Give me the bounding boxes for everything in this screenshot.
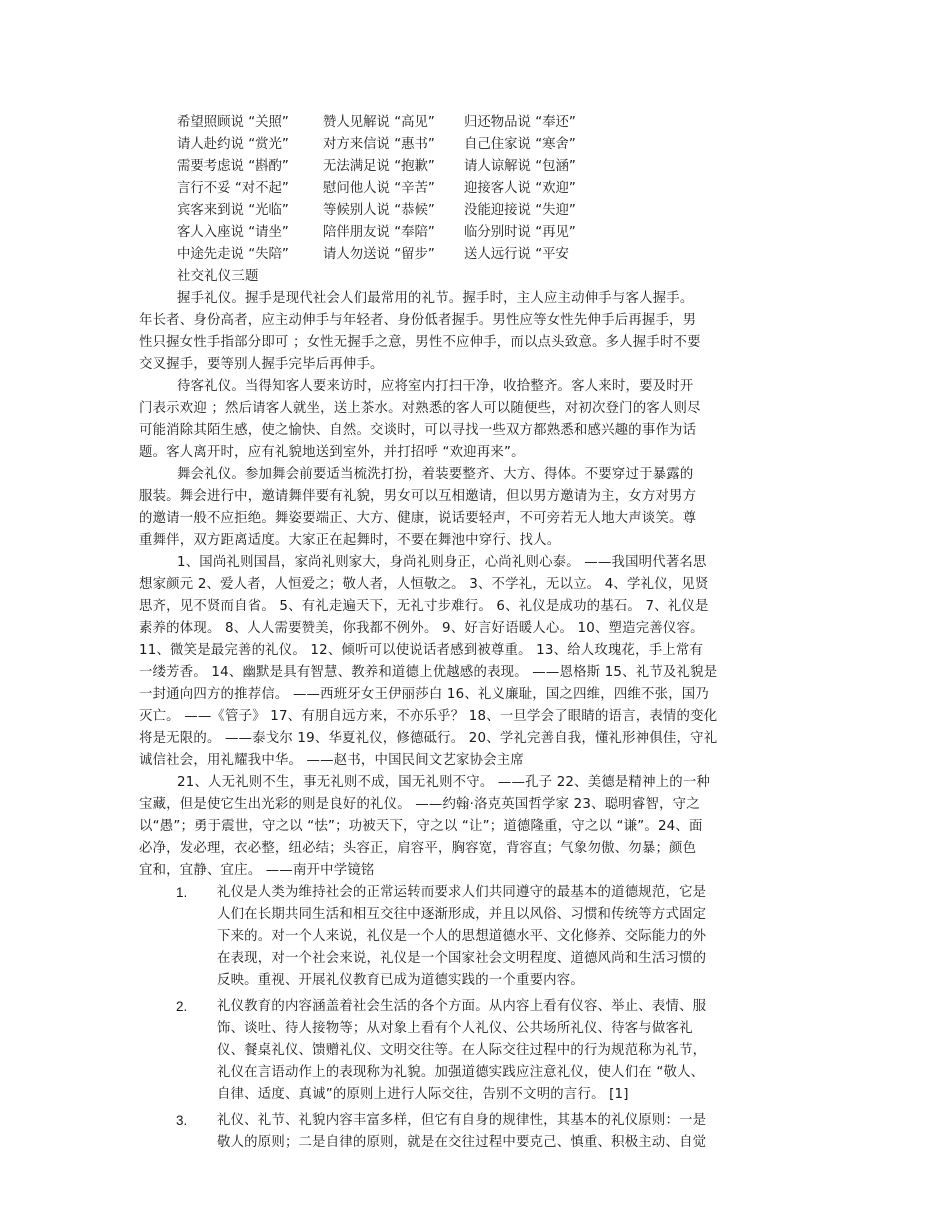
list-item-line: 礼仪、礼节、礼貌内容丰富多样，但它有自身的规律性，其基本的礼仪原则：一是 <box>217 1113 707 1128</box>
quote-line: 以“愚”；勇于震世，守之以 “怯”；功被天下，守之以 “让”；道德隆重，守之以 “谦”。24、面 <box>139 819 703 834</box>
paragraph-line: 门表示欢迎 ；然后请客人就坐，送上茶水。对熟悉的客人可以随便些，对初次登门的客人则尽 <box>139 401 701 416</box>
quote-line: 一缕芳香。 14、幽默是具有智慧、教养和道德上优越感的表现。 ——恩格斯 15、礼节及礼貌是 <box>139 665 718 680</box>
phrase-cell: 没能迎接说 “失迎” <box>464 203 576 218</box>
phrase-cell: 请人谅解说 “包涵” <box>464 159 576 174</box>
paragraph-line: 舞会礼仪。参加舞会前要适当梳洗打扮，着装要整齐、大方、得体。不要穿过于暴露的 <box>177 467 694 482</box>
quote-line: 21、人无礼则不生，事无礼则不成，国无礼则不守。 ——孔子 22、美德是精神上的一种 <box>177 775 711 790</box>
list-item-line: 仪、餐桌礼仪、馈赠礼仪、文明交往等。在人际交往过程中的行为规范称为礼节， <box>217 1043 707 1058</box>
quote-line: 将是无限的。 ——泰戈尔 19、华夏礼仪，修德砥行。 20、学礼完善自我，懂礼形神俱佳，守礼 <box>139 731 718 746</box>
quote-line: 思齐，见不贤而自省。 5、有礼走遍天下，无礼寸步难行。 6、礼仪是成功的基石。 7、礼仪是 <box>139 599 709 614</box>
paragraph-line: 性只握女性手指部分即可 ；女性无握手之意，男性不应伸手，而以点头致意。多人握手时不要 <box>139 335 701 350</box>
phrase-cell: 请人勿送说 “留步” <box>323 247 435 262</box>
phrase-cell: 归还物品说 “奉还” <box>464 115 576 130</box>
paragraph-line: 年长者、身份高者，应主动伸手与年轻者、身份低者握手。男性应等女性先伸手后再握手，男 <box>139 313 697 328</box>
phrase-cell: 中途先走说 “失陪” <box>177 247 289 262</box>
quote-line: 一封通向四方的推荐信。 ——西班牙女王伊丽莎白 16、礼义廉耻，国之四维，四维不张，国乃 <box>139 687 709 702</box>
phrase-cell: 迎接客人说 “欢迎” <box>464 181 576 196</box>
list-item-line: 礼仪教育的内容涵盖着社会生活的各个方面。从内容上看有仪容、举止、表情、服 <box>217 999 707 1014</box>
paragraph-line: 服装。舞会进行中，邀请舞伴要有礼貌，男女可以互相邀请，但以男方邀请为主，女方对男方 <box>139 489 697 504</box>
list-item-line: 礼仪是人类为维持社会的正常运转而要求人们共同遵守的最基本的道德规范，它是 <box>217 885 707 900</box>
quote-line: 灭亡。 ——《管子》 17、有朋自远方来，不亦乐乎？ 18、一旦学会了眼睛的语言，表情的变化 <box>139 709 718 724</box>
phrase-cell: 客人入座说 “请坐” <box>177 225 289 240</box>
list-item-line: 下来的。对一个人来说，礼仪是一个人的思想道德水平、文化修养、交际能力的外 <box>217 929 707 944</box>
list-number: 3. <box>176 1113 188 1128</box>
list-item-line: 在表现，对一个社会来说，礼仪是一个国家社会文明程度、道德风尚和生活习惯的 <box>217 951 707 966</box>
quote-line: 必净，发必理，衣必整，纽必结；头容正，肩容平，胸容宽，背容直；气象勿傲、勿暴；颜色 <box>139 841 697 856</box>
quote-line: 宜和，宜静、宜庄。 ——南开中学镜铭 <box>139 863 375 878</box>
list-item-line: 敬人的原则；二是自律的原则，就是在交往过程中要克己、慎重、积极主动、自觉 <box>217 1135 707 1150</box>
paragraph-line: 可能消除其陌生感，使之愉快、自然。交谈时，可以寻找一些双方都熟悉和感兴趣的事作为话 <box>139 423 697 438</box>
paragraph-line: 待客礼仪。当得知客人要来访时，应将室内打扫干净，收拾整齐。客人来时，要及时开 <box>177 379 694 394</box>
paragraph-line: 题。客人离开时，应有礼貌地送到室外，并打招呼 “欢迎再来”。 <box>139 445 525 460</box>
list-item-line: 反映。重视、开展礼仪教育已成为道德实践的一个重要内容。 <box>217 973 584 988</box>
quote-line: 1、国尚礼则国昌，家尚礼则家大，身尚礼则身正，心尚礼则心泰。 ——我国明代著名思 <box>177 555 707 570</box>
phrase-cell: 送人远行说 “平安 <box>464 247 569 262</box>
list-number: 2. <box>176 999 188 1014</box>
list-item-line: 自律、适度、真诚”的原则上进行人际交往，告别不文明的言行。 [1] <box>217 1087 629 1102</box>
phrase-cell: 宾客来到说 “光临” <box>177 203 289 218</box>
list-item-line: 人们在长期共同生活和相互交往中逐渐形成，并且以风俗、习惯和传统等方式固定 <box>217 907 707 922</box>
phrase-cell: 自己住家说 “寒舍” <box>464 137 576 152</box>
quote-line: 11、微笑是最完善的礼仪。 12、倾听可以使说话者感到被尊重。 13、给人玫瑰花，手上常有 <box>139 643 704 658</box>
phrase-cell: 赞人见解说 “高见” <box>323 115 435 130</box>
phrase-cell: 慰问他人说 “辛苦” <box>323 181 435 196</box>
phrase-cell: 对方来信说 “惠书” <box>323 137 435 152</box>
list-number: 1. <box>176 885 188 900</box>
paragraph-line: 握手礼仪。握手是现代社会人们最常用的礼节。握手时，主人应主动伸手与客人握手。 <box>177 291 694 306</box>
phrase-cell: 等候别人说 “恭候” <box>323 203 435 218</box>
list-item-line: 饰、谈吐、待人接物等；从对象上看有个人礼仪、公共场所礼仪、待客与做客礼 <box>217 1021 693 1036</box>
quote-line: 素养的体现。 8、人人需要赞美，你我都不例外。 9、好言好语暖人心。 10、塑造完善仪容。 <box>139 621 704 636</box>
paragraph-line: 交叉握手，要等别人握手完毕后再伸手。 <box>139 357 384 372</box>
phrase-cell: 希望照顾说 “关照” <box>177 115 289 130</box>
phrase-cell: 陪伴朋友说 “奉陪” <box>323 225 435 240</box>
phrase-cell: 临分别时说 “再见” <box>464 225 576 240</box>
phrase-cell: 请人赴约说 “赏光” <box>177 137 289 152</box>
list-item-line: 礼仪在言语动作上的表现称为礼貌。加强道德实践应注意礼仪，使人们在 “敬人、 <box>217 1065 705 1080</box>
quote-line: 想家颜元 2、爱人者，人恒爱之；敬人者，人恒敬之。 3、不学礼，无以立。 4、学礼仪，见贤 <box>139 577 709 592</box>
phrase-cell: 无法满足说 “抱歉” <box>323 159 435 174</box>
quote-line: 诚信社会，用礼耀我中华。 ——赵书，中国民间文艺家协会主席 <box>139 753 524 768</box>
paragraph-line: 重舞伴，双方距离适度。大家正在起舞时，不要在舞池中穿行、找人。 <box>139 533 561 548</box>
quote-line: 宝藏，但是使它生出光彩的则是良好的礼仪。 ——约翰·洛克英国哲学家 23、聪明睿智，守之 <box>139 797 700 812</box>
section-title: 社交礼仪三题 <box>177 269 259 284</box>
paragraph-line: 的邀请一般不应拒绝。舞姿要端正、大方、健康，说话要轻声，不可旁若无人地大声谈笑。尊 <box>139 511 697 526</box>
phrase-cell: 需要考虑说 “斟酌” <box>177 159 289 174</box>
phrase-cell: 言行不妥 “对不起” <box>177 181 289 196</box>
